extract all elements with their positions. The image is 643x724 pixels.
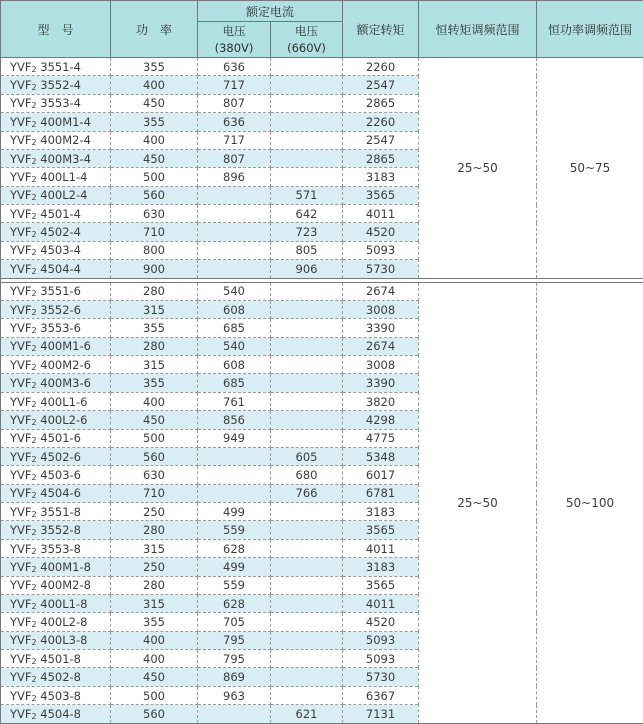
torque-cell: 3565 <box>343 186 419 204</box>
model-cell: YVF2 400M2-6 <box>1 356 111 374</box>
current-380v-cell: 869 <box>198 668 271 686</box>
current-380v-cell: 795 <box>198 631 271 649</box>
model-cell: YVF2 400M3-4 <box>1 149 111 167</box>
current-380v-cell <box>198 484 271 502</box>
torque-cell: 5730 <box>343 668 419 686</box>
power-cell: 250 <box>111 558 198 576</box>
current-380v-cell <box>198 447 271 465</box>
torque-cell: 6017 <box>343 466 419 484</box>
current-660v-cell: 723 <box>271 223 343 241</box>
torque-cell: 6781 <box>343 484 419 502</box>
current-660v-cell <box>271 429 343 447</box>
power-cell: 355 <box>111 319 198 337</box>
torque-cell: 5093 <box>343 241 419 259</box>
current-660v-cell <box>271 76 343 94</box>
current-380v-cell: 761 <box>198 392 271 410</box>
current-660v-cell <box>271 539 343 557</box>
current-660v-cell <box>271 613 343 631</box>
power-cell: 560 <box>111 447 198 465</box>
model-cell: YVF2 3552-6 <box>1 300 111 318</box>
current-380v-cell <box>198 241 271 259</box>
current-380v-cell: 628 <box>198 539 271 557</box>
model-cell: YVF2 400M1-6 <box>1 337 111 355</box>
power-cell: 250 <box>111 503 198 521</box>
model-cell: YVF2 4503-8 <box>1 686 111 704</box>
current-380v-cell: 795 <box>198 650 271 668</box>
voltage-380-value: (380V) <box>214 40 254 55</box>
current-660v-cell <box>271 113 343 131</box>
current-660v-cell: 766 <box>271 484 343 502</box>
current-660v-cell <box>271 686 343 704</box>
current-660v-cell <box>271 282 343 300</box>
model-cell: YVF2 4502-4 <box>1 223 111 241</box>
current-380v-cell: 628 <box>198 594 271 612</box>
model-cell: YVF2 4502-8 <box>1 668 111 686</box>
current-380v-cell: 499 <box>198 558 271 576</box>
current-380v-cell: 949 <box>198 429 271 447</box>
model-cell: YVF2 4504-8 <box>1 705 111 724</box>
power-cell: 355 <box>111 113 198 131</box>
power-cell: 400 <box>111 650 198 668</box>
torque-cell: 4520 <box>343 613 419 631</box>
torque-cell: 7131 <box>343 705 419 724</box>
power-cell: 400 <box>111 76 198 94</box>
torque-cell: 5093 <box>343 650 419 668</box>
power-cell: 280 <box>111 337 198 355</box>
current-660v-cell <box>271 168 343 186</box>
torque-cell: 3183 <box>343 168 419 186</box>
current-660v-cell <box>271 392 343 410</box>
current-380v-cell: 636 <box>198 58 271 76</box>
current-660v-cell <box>271 668 343 686</box>
model-cell: YVF2 4503-4 <box>1 241 111 259</box>
current-660v-cell <box>271 300 343 318</box>
current-660v-cell <box>271 503 343 521</box>
torque-cell: 4011 <box>343 594 419 612</box>
power-cell: 400 <box>111 631 198 649</box>
current-660v-cell: 571 <box>271 186 343 204</box>
current-380v-cell: 963 <box>198 686 271 704</box>
current-380v-cell: 636 <box>198 113 271 131</box>
model-cell: YVF2 3551-8 <box>1 503 111 521</box>
torque-cell: 4775 <box>343 429 419 447</box>
torque-cell: 4298 <box>343 411 419 429</box>
torque-cell: 4011 <box>343 205 419 223</box>
torque-cell: 6367 <box>343 686 419 704</box>
model-cell: YVF2 3553-8 <box>1 539 111 557</box>
current-380v-cell <box>198 186 271 204</box>
model-cell: YVF2 4504-4 <box>1 260 111 278</box>
model-cell: YVF2 4501-4 <box>1 205 111 223</box>
torque-cell: 2674 <box>343 282 419 300</box>
torque-cell: 5348 <box>343 447 419 465</box>
current-380v-cell: 717 <box>198 76 271 94</box>
table-header <box>1 1 643 58</box>
header-voltage-660 <box>271 22 343 58</box>
current-660v-cell: 605 <box>271 447 343 465</box>
current-380v-cell <box>198 223 271 241</box>
power-cell: 355 <box>111 374 198 392</box>
model-cell: YVF2 3553-6 <box>1 319 111 337</box>
torque-cell: 2547 <box>343 131 419 149</box>
power-cell: 280 <box>111 576 198 594</box>
power-cell: 450 <box>111 668 198 686</box>
torque-cell: 3390 <box>343 319 419 337</box>
power-cell: 560 <box>111 186 198 204</box>
power-cell: 315 <box>111 539 198 557</box>
table-row <box>1 58 643 76</box>
model-cell: YVF2 4504-6 <box>1 484 111 502</box>
current-380v-cell <box>198 260 271 278</box>
power-cell: 710 <box>111 484 198 502</box>
table-body <box>1 58 643 724</box>
model-cell: YVF2 3552-8 <box>1 521 111 539</box>
power-cell: 400 <box>111 131 198 149</box>
current-380v-cell: 540 <box>198 282 271 300</box>
model-cell: YVF2 400M1-4 <box>1 113 111 131</box>
model-cell: YVF2 400M3-6 <box>1 374 111 392</box>
model-cell: YVF2 3551-4 <box>1 58 111 76</box>
current-380v-cell: 559 <box>198 576 271 594</box>
torque-cell: 4520 <box>343 223 419 241</box>
torque-cell: 3565 <box>343 576 419 594</box>
const-power-freq-range-cell: 50~75 <box>537 58 643 279</box>
current-380v-cell: 856 <box>198 411 271 429</box>
torque-cell: 2547 <box>343 76 419 94</box>
torque-cell: 3390 <box>343 374 419 392</box>
model-cell: YVF2 3551-6 <box>1 282 111 300</box>
current-380v-cell: 705 <box>198 613 271 631</box>
current-660v-cell: 642 <box>271 205 343 223</box>
voltage-660-label: 电压 <box>295 23 318 38</box>
power-cell: 450 <box>111 149 198 167</box>
current-660v-cell <box>271 576 343 594</box>
power-cell: 500 <box>111 168 198 186</box>
header-power: 功 率 <box>111 1 198 58</box>
power-cell: 630 <box>111 205 198 223</box>
torque-cell: 3008 <box>343 356 419 374</box>
model-cell: YVF2 400L2-8 <box>1 613 111 631</box>
power-cell: 500 <box>111 429 198 447</box>
torque-cell: 2260 <box>343 58 419 76</box>
current-660v-cell <box>271 558 343 576</box>
torque-cell: 2674 <box>343 337 419 355</box>
model-cell: YVF2 400M1-8 <box>1 558 111 576</box>
model-cell: YVF2 4503-6 <box>1 466 111 484</box>
power-cell: 400 <box>111 392 198 410</box>
model-cell: YVF2 4502-6 <box>1 447 111 465</box>
current-380v-cell: 685 <box>198 374 271 392</box>
header-const-torque-freq-range: 恒转矩调频范围 <box>419 1 537 58</box>
power-cell: 315 <box>111 594 198 612</box>
current-660v-cell <box>271 631 343 649</box>
torque-cell: 3183 <box>343 503 419 521</box>
current-660v-cell <box>271 58 343 76</box>
torque-cell: 2865 <box>343 149 419 167</box>
model-cell: YVF2 4501-6 <box>1 429 111 447</box>
current-380v-cell: 807 <box>198 149 271 167</box>
const-power-freq-range-cell: 50~100 <box>537 282 643 723</box>
const-torque-freq-range-cell: 25~50 <box>419 282 537 723</box>
model-cell: YVF2 400L1-6 <box>1 392 111 410</box>
current-660v-cell: 906 <box>271 260 343 278</box>
torque-cell: 3183 <box>343 558 419 576</box>
model-cell: YVF2 4501-8 <box>1 650 111 668</box>
current-660v-cell: 621 <box>271 705 343 724</box>
header-voltage-380 <box>198 22 271 58</box>
current-380v-cell: 685 <box>198 319 271 337</box>
current-660v-cell <box>271 356 343 374</box>
torque-cell: 4011 <box>343 539 419 557</box>
voltage-660-value: (660V) <box>287 40 326 55</box>
power-cell: 500 <box>111 686 198 704</box>
current-380v-cell <box>198 705 271 724</box>
model-cell: YVF2 400L1-4 <box>1 168 111 186</box>
current-660v-cell <box>271 521 343 539</box>
header-rated-current: 额定电流 <box>198 1 343 22</box>
model-cell: YVF2 400L2-6 <box>1 411 111 429</box>
model-cell: YVF2 400L2-4 <box>1 186 111 204</box>
header-rated-torque: 额定转矩 <box>343 1 419 58</box>
current-380v-cell: 807 <box>198 94 271 112</box>
current-660v-cell <box>271 650 343 668</box>
model-cell: YVF2 3552-4 <box>1 76 111 94</box>
power-cell: 315 <box>111 356 198 374</box>
power-cell: 800 <box>111 241 198 259</box>
current-380v-cell: 717 <box>198 131 271 149</box>
power-cell: 280 <box>111 282 198 300</box>
power-cell: 315 <box>111 300 198 318</box>
table-row <box>1 282 643 300</box>
current-660v-cell: 805 <box>271 241 343 259</box>
torque-cell: 3565 <box>343 521 419 539</box>
power-cell: 560 <box>111 705 198 724</box>
power-cell: 450 <box>111 411 198 429</box>
power-cell: 280 <box>111 521 198 539</box>
current-380v-cell: 608 <box>198 356 271 374</box>
header-row-1 <box>1 1 643 22</box>
current-660v-cell <box>271 94 343 112</box>
current-380v-cell: 540 <box>198 337 271 355</box>
torque-cell: 5093 <box>343 631 419 649</box>
current-380v-cell <box>198 466 271 484</box>
current-380v-cell: 896 <box>198 168 271 186</box>
torque-cell: 3008 <box>343 300 419 318</box>
header-const-power-freq-range: 恒功率调频范围 <box>537 1 643 58</box>
model-cell: YVF2 400L1-8 <box>1 594 111 612</box>
const-torque-freq-range-cell: 25~50 <box>419 58 537 279</box>
torque-cell: 3820 <box>343 392 419 410</box>
current-660v-cell <box>271 319 343 337</box>
power-cell: 450 <box>111 94 198 112</box>
model-cell: YVF2 3553-4 <box>1 94 111 112</box>
power-cell: 355 <box>111 613 198 631</box>
power-cell: 355 <box>111 58 198 76</box>
model-cell: YVF2 400M2-4 <box>1 131 111 149</box>
current-660v-cell <box>271 411 343 429</box>
current-660v-cell <box>271 131 343 149</box>
power-cell: 900 <box>111 260 198 278</box>
model-cell: YVF2 400L3-8 <box>1 631 111 649</box>
power-cell: 710 <box>111 223 198 241</box>
torque-cell: 2260 <box>343 113 419 131</box>
current-380v-cell: 559 <box>198 521 271 539</box>
current-660v-cell <box>271 337 343 355</box>
model-cell: YVF2 400M2-8 <box>1 576 111 594</box>
current-660v-cell: 680 <box>271 466 343 484</box>
current-380v-cell: 608 <box>198 300 271 318</box>
current-380v-cell <box>198 205 271 223</box>
current-660v-cell <box>271 374 343 392</box>
current-660v-cell <box>271 594 343 612</box>
current-660v-cell <box>271 149 343 167</box>
torque-cell: 5730 <box>343 260 419 278</box>
header-model: 型 号 <box>1 1 111 58</box>
current-380v-cell: 499 <box>198 503 271 521</box>
torque-cell: 2865 <box>343 94 419 112</box>
voltage-380-label: 电压 <box>222 23 246 38</box>
power-cell: 630 <box>111 466 198 484</box>
